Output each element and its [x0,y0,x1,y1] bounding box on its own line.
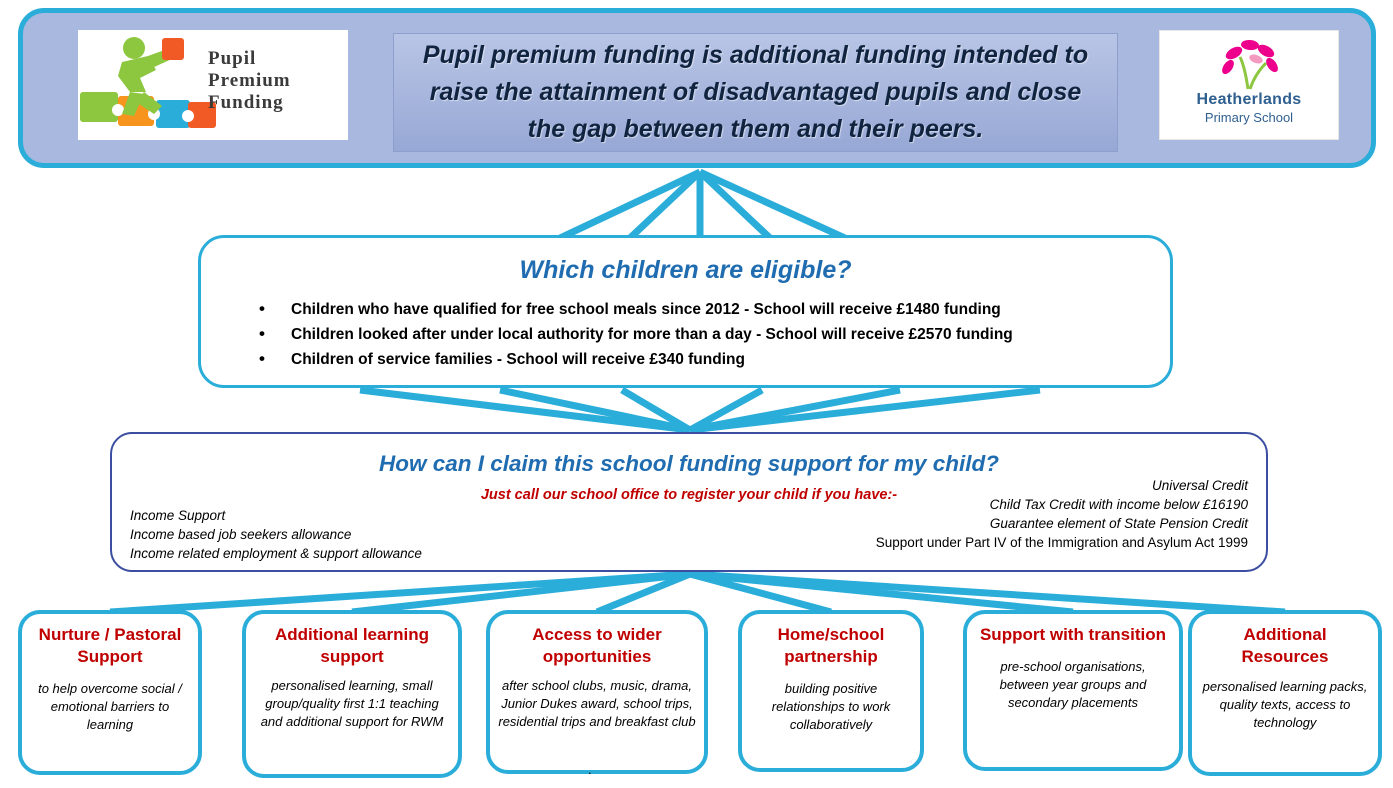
logo-line-2: Premium [208,70,291,91]
pupil-premium-statement [393,33,1118,152]
puzzle-person-icon [78,30,218,140]
card-title: Support with transition [979,625,1167,644]
list-item: • Children of service families - School will receive £340 funding [259,347,1170,372]
school-name-line-1: Heatherlands [1196,91,1302,108]
support-card-access-to-wider-opportunities [486,610,708,774]
claim-subtitle: Just call our school office to register your child if you have:- [480,487,898,503]
stray-punctuation-mark: . [588,762,592,777]
list-item: Income based job seekers allowance [130,527,352,542]
logo-line-1: Pupil [208,48,257,69]
card-body: to help overcome social / emotional barriers to learning [38,681,182,732]
school-logo [1159,30,1339,140]
eligibility-list [201,297,1170,372]
school-name [1160,91,1338,125]
list-item: • Children who have qualified for free school meals since 2012 - School will receive £1480 funding [259,297,1170,322]
card-body: after school clubs, music, drama, Junior Dukes award, school trips, residential trips and breakfast club [498,678,696,729]
list-item: Income Support [130,508,226,523]
list-item: • Children looked after under local authority for more than a day - School will receive £2570 funding [259,322,1170,347]
pupil-premium-statement-text: Pupil premium funding is additional funding intended to raise the attainment of disadvantaged pupils and close the gap between them and their peers. [422,41,1089,143]
list-item: Income related employment & support allowance [130,546,422,561]
card-title: Additional Resources [1241,625,1329,666]
claim-criteria-columns [112,476,1266,563]
claim-criteria-left [130,506,422,563]
card-title: Home/school partnership [777,625,885,666]
support-card-home-school-partnership [738,610,924,772]
support-card-additional-learning-support [242,610,462,778]
header-banner [18,8,1376,168]
card-body: building positive relationships to work collaboratively [771,681,891,732]
card-title: Access to wider opportunities [532,625,662,666]
logo-line-3: Funding [208,92,284,113]
school-name-line-2: Primary School [1204,110,1294,125]
eligibility-panel [198,235,1173,388]
card-body: personalised learning, small group/quality first 1:1 teaching and additional support for RWM [260,678,444,729]
support-card-additional-resources [1188,610,1382,776]
card-title: Nurture / Pastoral Support [38,625,182,666]
claim-title: How can I claim this school funding support for my child? [378,451,1000,476]
card-body: pre-school organisations, between year groups and secondary placements [999,659,1147,710]
pupil-premium-funding-logo [78,30,348,140]
eligibility-title: Which children are eligible? [519,256,852,284]
support-card-support-with-transition [963,610,1183,771]
list-item: Universal Credit [1151,478,1248,493]
list-item: Guarantee element of State Pension Credit [989,516,1248,531]
list-item: Child Tax Credit with income below £16190 [989,497,1248,512]
support-card-nurture-pastoral-support [18,610,202,775]
list-item: Support under Part IV of the Immigration and Asylum Act 1999 [875,535,1248,550]
claim-criteria-right [876,476,1248,563]
card-body: personalised learning packs, quality texts, access to technology [1202,679,1368,730]
claim-panel [110,432,1268,572]
pupil-premium-logo-text [208,48,291,114]
tree-icon [1210,39,1290,91]
card-title: Additional learning support [275,625,429,666]
